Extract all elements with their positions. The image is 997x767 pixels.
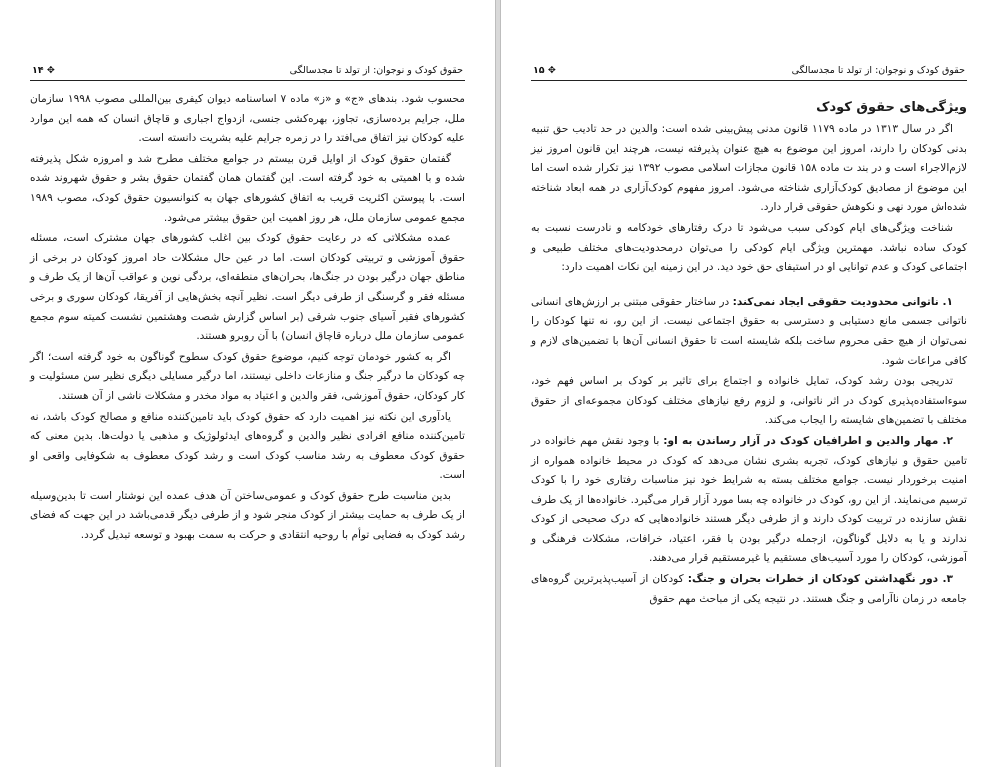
list-item xyxy=(531,570,967,609)
paragraph: گفتمان حقوق کودک از اوایل قرن بیستم در جوامع مختلف مطرح شد و امروزه شکل پذیرفته شده و با اهمیتی به خود گرفته است. این گفتمان همان گفتمان حقوق بشر و حقوق شهروند شده است. با پیوستن اکثریت قریب به اتفاق کشورهای جهان به کنوانسیون حقوق کودک، مصوب ۱۹۸۹ مجمع عمومی سازمان ملل، هر روز اهمیت این حقوق بیشتر می‌شود. xyxy=(30,152,465,224)
list-item-text: در ساختار حقوقی مبتنی بر ارزش‌های انسانی ناتوانی جسمی مانع دستیابی و دسترسی به حقوق اجتماعی نیست. از این رو، نه تنها کودکان را نمی‌توان از هیچ حقی محروم ساخت بلکه شایسته است تا حقوق انسانی آن‌ها با تضمین‌های لازم و کافی مراعات شود. xyxy=(531,295,967,367)
right-running-head: حقوق کودک و نوجوان: از تولد تا مجدسالگی xyxy=(791,65,965,76)
right-page-number: ۱۵ ✥ xyxy=(533,65,556,76)
list-item-text: با وجود نقش مهم خانواده در تامین حقوق و نیازهای کودک، تجربه بشری نشان می‌دهد که کودک در محیط خانواده همواره از امنیت برخوردار نیست. جوامع مختلف بسته به شرایط خود نیز مناسبات رفتاری خود را با کودک ترسیم می‌نمایند. از این رو، کودک در خانواده چه بسا مورد آزار قرار می‌گیرد. خانواده‌ها از یک طرف نقش سازنده در تربیت کودک دارند و از طرفی دیگر هستند خانواده‌هایی که درک صحیحی از کودک ندارند و یا به دلایل گوناگون، ازجمله درگیر بودن با فقر، اعتیاد، خرافات، مشکلات فرهنگی و آموزشی، کودکان را مورد آسیب‌های مستقیم یا غیرمستقیم قرار می‌دهند. xyxy=(531,434,967,565)
paragraph: اگر به کشور خودمان توجه کنیم، موضوع حقوق کودک سطوح گوناگون به خود گرفته است؛ اگر چه کودکان ما درگیر جنگ و منازعات داخلی نیستند، اما درگیر مسایلی دیگری نظیر سن مسئولیت و کار کودکان، حقوق آموزشی، فقر والدین و اعتیاد به مواد مخدر و مشکلات ناشی از آن هستند. xyxy=(30,350,465,402)
paragraph: شناخت ویژگی‌های ایام کودکی سبب می‌شود تا درک رفتارهای خودکامه و نادرست نسبت به کودک ساده نباشد. مهمترین ویژگی ایام کودکی را می‌توان درمحدودیت‌های مختلف طبیعی و اجتماعی کودک و عدم توانایی او در استیفای حق خود دید. در این زمینه این نکات اهمیت دارد: xyxy=(531,221,967,274)
right-page xyxy=(500,0,997,767)
paragraph: اگر در سال ۱۳۱۳ در ماده ۱۱۷۹ قانون مدنی پیش‌بینی شده است: والدین در حد تادیب حق تنبیه بدنی کودکان را دارند، امروز این موضوع به هیچ عنوان پذیرفته نیست، هرچند این قانون امروز نیز لازم‌الاجراء است و در بند ت ماده ۱۵۸ قانون مجازات اسلامی مصوب ۱۳۹۲ نیز تکرار شده است اما این موضوع از مصادیق کودک‌آزاری شناخته می‌شود. امروز مفهوم کودک‌آزاری در همه ابعاد شناخته شده‌اش مورد نهی و نکوهش حقوقی قرار دارد. xyxy=(531,123,967,214)
paragraph: عمده مشکلاتی که در رعایت حقوق کودک بین اغلب کشورهای جهان مشترک است، مسئله حقوق آموزشی و تربیتی کودکان است. اما در عین حال مشکلات حاد امروز کودکان در برخی از مناطق جهان درگیر بودن در جنگ‌ها، بحران‌های منطقه‌ای، بردگی نوین و عواقب آن‌ها از یک طرف و مسئله فقر و گرسنگی از طرفی دیگر است. نظیر آنچه بخش‌هایی از آفریقا، کودکان سوری و برخی کشورهای فقیر آسیای جنوب شرقی (بر اساس گزارش شصت وهشتمین نشست کمیته سوم مجمع عمومی سازمان ملل درباره قاچاق انسان) با آن روبرو هستند. xyxy=(30,232,465,343)
paragraph: بدین مناسبت طرح حقوق کودک و عمومی‌ساختن آن هدف عمده این نوشتار است تا بدین‌وسیله از یک طرف به حمایت بیشتر از کودک منجر شود و از طرفی دیگر قدمی‌باشد در این جهت که فضای رشد کودک به فضایی توأم با روحیه انتقادی و حرکت به سمت بهبود و توسعه تبدیل گردد. xyxy=(30,489,465,542)
right-page-header xyxy=(531,64,967,81)
list-item-lead: ۱. ناتوانی محدودیت حقوقی ایجاد نمی‌کند: xyxy=(732,295,953,308)
list-item-lead: ۲. مهار والدین و اطرافیان کودک در آزار رساندن به او: xyxy=(663,434,953,447)
paragraph-gap xyxy=(531,279,967,293)
paragraph: محسوب شود. بندهای «ج» و «ز» ماده ۷ اساسنامه دیوان کیفری بین‌المللی مصوب ۱۹۹۸ سازمان ملل، جرایم برده‌سازی، تجاوز، بهره‌کشی جنسی، ازدواج اجباری و قاچاق انسان که همه این موارد علیه کودکان نیز اتفاق می‌افتد را در زمره جرایم علیه بشریت دانسته است. xyxy=(30,93,465,145)
left-page xyxy=(0,0,496,767)
right-page-body xyxy=(531,98,967,610)
left-running-head: حقوق کودک و نوجوان: از تولد تا مجدسالگی xyxy=(289,65,463,76)
left-page-header xyxy=(30,64,465,81)
list-item-lead: ۳. دور نگهداشتن کودکان از خطرات بحران و جنگ: xyxy=(687,573,953,586)
section-heading: ویژگی‌های حقوق کودک xyxy=(816,100,967,115)
list-item-text: کودکان از آسیب‌پذیرترین گروه‌های جامعه در زمان ناآرامی و جنگ هستند. در نتیجه یکی از مباحث مهم حقوق xyxy=(531,573,967,605)
list-item xyxy=(531,293,967,371)
left-page-number: ۱۴ ✥ xyxy=(32,65,55,76)
left-page-body xyxy=(30,90,465,547)
list-item-text: تدریجی بودن رشد کودک، تمایل خانواده و اجتماع برای تاثیر بر کودک بر اساس فهم خود، سوءاستفاده‌پذیری کودک در اثر ناتوانی، و لزوم رفع نیازهای مختلف کودکان مجموعه‌ای از حقوق مختلف با تضمین‌های شایسته را ایجاب می‌کند. xyxy=(531,375,967,427)
list-item xyxy=(531,432,967,569)
list-item xyxy=(531,372,967,431)
paragraph: یادآوری این نکته نیز اهمیت دارد که حقوق کودک باید تامین‌کننده منافع و مصالح کودک باشد، نه تامین‌کننده منافع افرادی نظیر والدین و گروه‌های ایدئولوژیک و مذهبی یا دولت‌ها. بدین معنی که حقوق کودک معطوف به رشد مناسب کودک است و رشد کودک معطوف به شکوفایی واقعی او است. xyxy=(30,410,465,482)
